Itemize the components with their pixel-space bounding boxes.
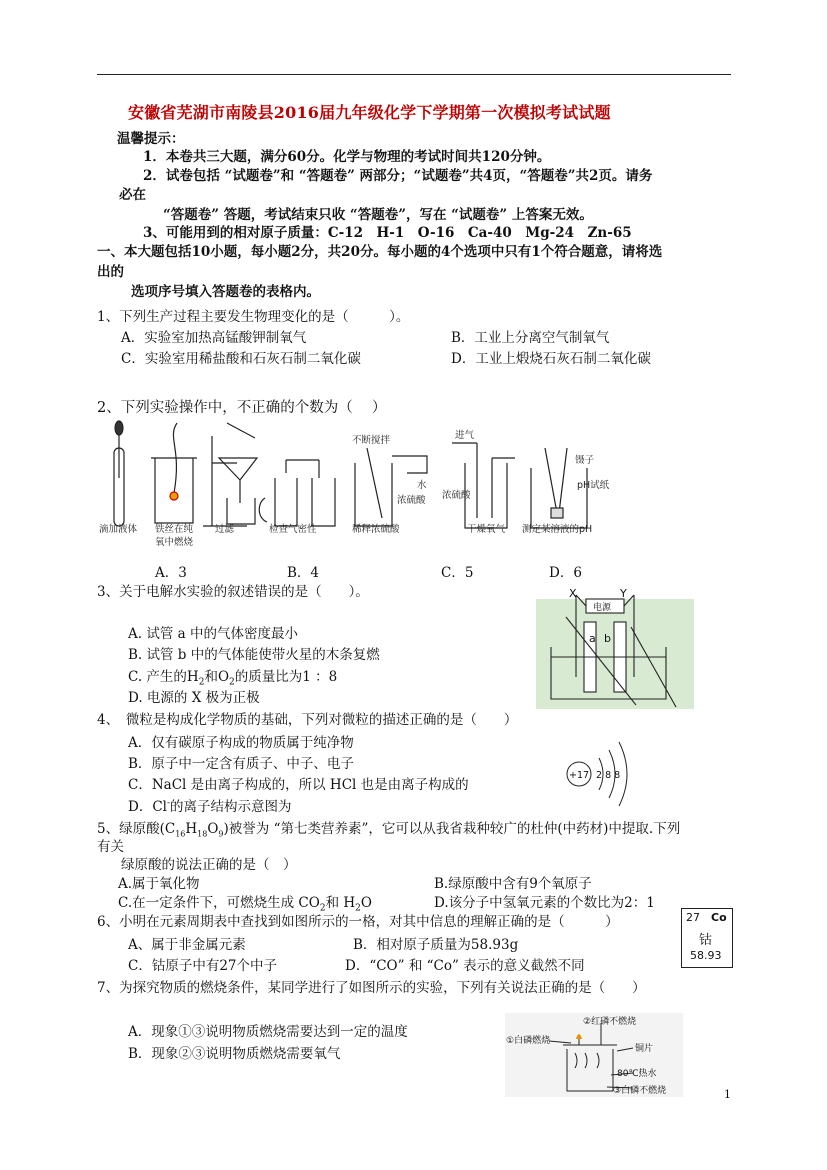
fig-copper-sheet-label: 铜片	[635, 1044, 654, 1054]
question-7-option-b: B．现象②③说明物质燃烧需要氧气	[128, 1046, 341, 1062]
fig-red-phosphorus-label: ②红磷不燃烧	[583, 1017, 637, 1027]
tips-line-3: 3、可能用到的相对原子质量：C-12 H-1 O-16 Ca-40 Mg-24 Zn-65	[143, 225, 632, 241]
question-1-option-b: B．工业上分离空气制氧气	[451, 330, 610, 346]
fig-tweezers-label: 镊子	[575, 455, 595, 466]
fig-white-phosphorus-not-burning-label: ③白磷不燃烧	[613, 1086, 667, 1096]
fig-label-dilute: 稀释浓硫酸	[352, 524, 400, 535]
element-mass: 58.93	[690, 949, 722, 962]
tips-line-2: 2．试卷包括 “试题卷”和 “答题卷” 两部分；“试题卷”共4页，“答题卷”共2页。请务	[143, 168, 653, 184]
ion-structure-figure	[565, 738, 645, 810]
fig-acid-label-2: 浓硫酸	[442, 490, 471, 501]
fig-label-filter: 过滤	[215, 524, 235, 535]
fig-nucleus-label: +17	[569, 770, 590, 781]
question-5-option-b: B.绿原酸中含有9个氧原子	[434, 876, 592, 892]
combustion-figure	[505, 1013, 683, 1097]
tips-line-1: 1．本卷共三大题，满分60分。化学与物理的考试时间共120分钟。	[143, 149, 551, 165]
question-4-option-c: C．NaCl 是由离子构成的，所以 HCl 也是由离子构成的	[128, 777, 469, 793]
question-4-stem: 4、 微粒是构成化学物质的基础，下列对微粒的描述正确的是（ ）	[97, 712, 518, 728]
question-3-option-a: A. 试管 a 中的气体密度最小	[128, 626, 298, 642]
fig-a-label: a	[589, 632, 596, 645]
question-1-option-a: A．实验室加热高锰酸钾制氧气	[121, 330, 307, 346]
question-4-option-a: A．仅有碳原子构成的物质属于纯净物	[128, 735, 354, 751]
fig-white-phosphorus-burning-label: ①白磷燃烧	[506, 1036, 551, 1046]
element-symbol: Co	[711, 911, 727, 924]
question-5-stem: 5、绿原酸$(C_{16}H_{18}O_9)$被誉为 “第七类营养素”，它可以从我省栽种较广的杜仲(中药材)中提取.下列	[97, 821, 681, 839]
question-5-option-c: C.在一定条件下，可燃烧生成 $CO_2$和 $H_2O$	[118, 895, 372, 914]
question-6-stem: 6、小明在元素周期表中查找到如图所示的一格，对其中信息的理解正确的是（ ）	[97, 914, 619, 930]
question-2-stem: 2、下列实验操作中，不正确的个数为（ ）	[97, 400, 387, 416]
question-3-option-d: D. 电源的 X 极为正极	[128, 690, 260, 706]
tips-line-2b: 必在	[119, 187, 146, 203]
fig-label-iron-2: 氧中燃烧	[155, 537, 194, 548]
element-cell	[681, 908, 733, 968]
question-1-stem: 1、下列生产过程主要发生物理变化的是（ ）。	[97, 309, 410, 325]
question-3-option-c: C. 产生的$H_2$和$O_2$的质量比为1 ：8	[128, 669, 338, 688]
question-2-option-a: A．3	[155, 565, 187, 581]
fig-label-dry: 干燥氧气	[467, 524, 506, 535]
header-rule	[97, 74, 731, 75]
fig-acid-label: 浓硫酸	[397, 495, 426, 506]
section-1-line-1: 一、本大题包括10小题，每小题2分，共20分。每小题的4个选项中只有1个符合题意，请将选	[97, 244, 663, 260]
fig-b-label: b	[604, 632, 611, 645]
question-7-stem: 7、为探究物质的燃烧条件，某同学进行了如图所示的实验，下列有关说法正确的是（ ）	[97, 980, 646, 996]
fig-power-label: 电源	[593, 603, 612, 613]
question-5-option-d: D.该分子中氢氧元素的个数比为2：1	[434, 895, 655, 911]
question-2-option-c: C．5	[441, 565, 474, 581]
question-5-option-a: A.属于氧化物	[118, 876, 200, 892]
question-4-option-b: B．原子中一定含有质子、中子、电子	[128, 756, 354, 772]
page-title: 安徽省芜湖市南陵县2016届九年级化学下学期第一次模拟考试试题	[128, 103, 611, 122]
fig-ph-paper-label: pH试纸	[577, 480, 610, 491]
question-6-option-b: B．相对原子质量为58.93g	[353, 937, 519, 953]
question-2-option-d: D．6	[549, 565, 582, 581]
fig-water-label: 水	[417, 480, 427, 491]
page-number: 1	[724, 1088, 731, 1101]
fig-label-airtight: 检查气密性	[269, 524, 317, 535]
lab-operations-figure	[97, 418, 617, 553]
fig-stir-label: 不断搅拌	[352, 435, 391, 446]
fig-label-drip: 滴加液体	[99, 524, 138, 535]
fig-hot-water-label: 80℃热水	[617, 1069, 657, 1079]
element-number: 27	[686, 911, 700, 924]
fig-gas-in-label: 进气	[455, 430, 475, 441]
question-3-stem: 3、关于电解水实验的叙述错误的是（ ）。	[97, 584, 369, 600]
question-6-option-a: A、属于非金属元素	[128, 937, 246, 953]
tips-line-2c: “答题卷” 答题，考试结束只收 “答题卷”，写在 “试题卷” 上答案无效。	[163, 207, 593, 223]
question-3-option-b: B. 试管 b 中的气体能使带火星的木条复燃	[128, 647, 380, 663]
question-5-stem-3: 绿原酸的说法正确的是（ ）	[121, 857, 297, 873]
fig-shells-label: 2 8 8	[596, 770, 621, 781]
question-6-option-c: C．钴原子中有27个中子	[128, 958, 278, 974]
section-1-line-2: 出的	[97, 264, 124, 280]
question-5-stem-2: 有关	[97, 839, 124, 855]
fig-label-ph: 测定某溶液的pH	[522, 524, 593, 535]
question-1-option-d: D．工业上煅烧石灰石制二氧化碳	[451, 351, 651, 367]
fig-x-label: X	[569, 587, 577, 600]
question-7-option-a: A．现象①③说明物质燃烧需要达到一定的温度	[128, 1024, 408, 1040]
question-2-option-b: B．4	[287, 565, 320, 581]
element-name: 钴	[699, 933, 713, 948]
fig-y-label: Y	[620, 587, 627, 600]
question-4-option-d: D．Cl-的离子结构示意图为	[128, 798, 292, 815]
electrolysis-figure	[536, 587, 694, 709]
question-6-option-d: D．“CO” 和 “Co” 表示的意义截然不同	[345, 958, 585, 974]
question-1-option-c: C．实验室用稀盐酸和石灰石制二氧化碳	[121, 351, 361, 367]
section-1-line-3: 选项序号填入答题卷的表格内。	[131, 284, 320, 300]
tips-heading: 温馨提示：	[117, 131, 185, 147]
fig-label-iron-1: 铁丝在纯	[155, 524, 194, 535]
